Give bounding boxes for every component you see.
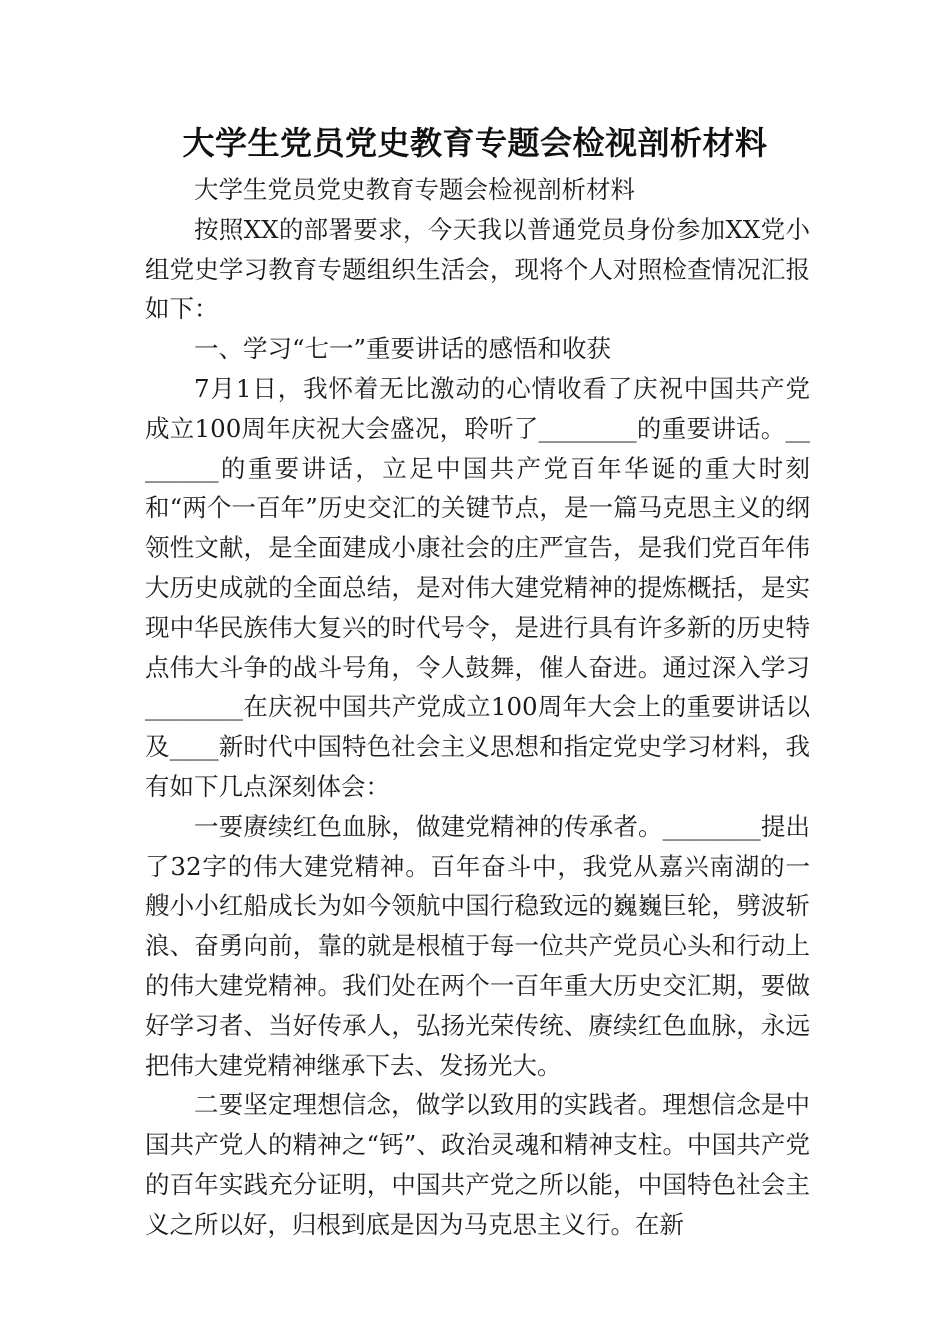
paragraph-intro: 按照XX的部署要求，今天我以普通党员身份参加XX党小组党史学习教育专题组织生活会，现将个人对照检查情况汇报如下：: [145, 214, 810, 324]
paragraph-speech: 7月1日，我怀着无比激动的心情收看了庆祝中国共产党成立100周年庆祝大会盛况，聆听了________的重要讲话。________的重要讲话，立足中国共产党百年华诞的重大时刻和“两个一百年”历史交汇的关键节点，是一篇马克思主义的纲领性文献，是全面建成小康社会的庄严宣告，是我们党百年伟大历史成就的全面总结，是对伟大建党精神的提炼概括，是实现中华民族伟大复兴的时代号令，是进行具有许多新的历史特点伟大斗争的战斗号角，令人鼓舞，催人奋进。通过深入学习________在庆祝中国共产党成立100周年大会上的重要讲话以及____新时代中国特色社会主义思想和指定党史学习材料，我有如下几点深刻体会：: [145, 373, 810, 801]
document-title: 大学生党员党史教育专题会检视剖析材料: [182, 124, 768, 162]
paragraph-subtitle: 大学生党员党史教育专题会检视剖析材料: [194, 175, 635, 204]
paragraph-point-one: 一要赓续红色血脉，做建党精神的传承者。________提出了32字的伟大建党精神。百年奋斗中，我党从嘉兴南湖的一艘小小红船成长为如今领航中国行稳致远的巍巍巨轮，劈波斩浪、奋勇向前，靠的就是根植于每一位共产党员心头和行动上的伟大建党精神。我们处在两个一百年重大历史交汇期，要做好学习者、当好传承人，弘扬光荣传统、赓续红色血脉，永远把伟大建党精神继承下去、发扬光大。: [145, 811, 810, 1080]
section-heading: 一、学习“七一”重要讲话的感悟和收获: [194, 334, 612, 364]
document-body: [145, 170, 810, 1245]
paragraph-point-two: 二要坚定理想信念，做学以致用的实践者。理想信念是中国共产党人的精神之“钙”、政治灵魂和精神支柱。中国共产党的百年实践充分证明，中国共产党之所以能，中国特色社会主义之所以好，归根到底是因为马克思主义行。在新: [145, 1090, 810, 1239]
